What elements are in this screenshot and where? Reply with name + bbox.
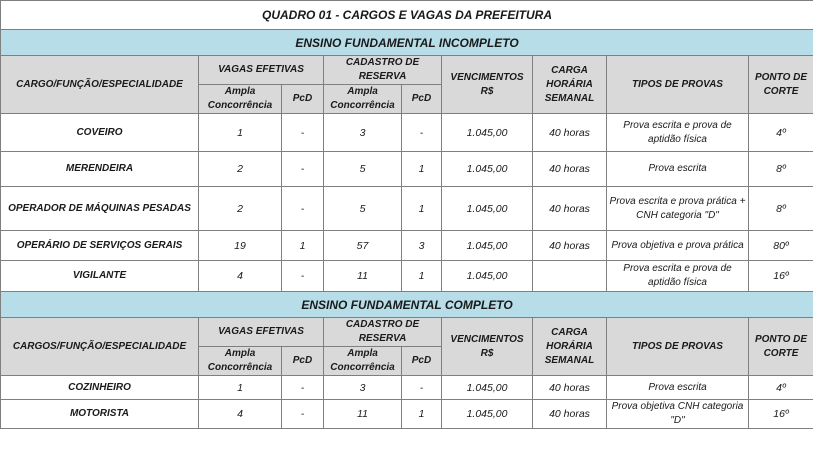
cr-ampla-cell: 11 bbox=[324, 400, 402, 429]
table-row bbox=[1, 187, 813, 231]
ve-pcd-cell: - bbox=[282, 376, 324, 400]
col-header-cr-pcd: PcD bbox=[402, 347, 442, 376]
cr-pcd-cell: - bbox=[402, 376, 442, 400]
cargo-cell: OPERADOR DE MÁQUINAS PESADAS bbox=[1, 187, 199, 231]
col-header-ve-ampla: Ampla Concorrência bbox=[199, 347, 282, 376]
col-header-tipos-provas: TIPOS DE PROVAS bbox=[607, 318, 749, 376]
col-header-ve-pcd: PcD bbox=[282, 347, 324, 376]
ve-pcd-cell: - bbox=[282, 114, 324, 152]
vencimento-cell: 1.045,00 bbox=[442, 114, 533, 152]
vencimento-cell: 1.045,00 bbox=[442, 261, 533, 292]
corte-cell: 8º bbox=[749, 187, 813, 231]
ve-ampla-cell: 2 bbox=[199, 187, 282, 231]
col-header-ponto-corte: PONTO DE CORTE bbox=[749, 56, 813, 114]
carga-cell bbox=[533, 261, 607, 292]
vencimento-cell: 1.045,00 bbox=[442, 187, 533, 231]
provas-cell: Prova escrita e prova de aptidão física bbox=[607, 261, 749, 292]
col-header-ponto-corte: PONTO DE CORTE bbox=[749, 318, 813, 376]
cargo-cell: VIGILANTE bbox=[1, 261, 199, 292]
corte-cell: 16º bbox=[749, 261, 813, 292]
section-title: ENSINO FUNDAMENTAL COMPLETO bbox=[1, 292, 813, 318]
ve-pcd-cell: - bbox=[282, 400, 324, 429]
section-title: ENSINO FUNDAMENTAL INCOMPLETO bbox=[1, 30, 813, 56]
col-header-cr-pcd: PcD bbox=[402, 85, 442, 114]
cr-pcd-cell: - bbox=[402, 114, 442, 152]
col-header-vagas-efetivas: VAGAS EFETIVAS bbox=[199, 56, 324, 85]
corte-cell: 16º bbox=[749, 400, 813, 429]
vencimento-cell: 1.045,00 bbox=[442, 152, 533, 187]
cargo-cell: OPERÁRIO DE SERVIÇOS GERAIS bbox=[1, 231, 199, 261]
corte-cell: 4º bbox=[749, 114, 813, 152]
carga-cell: 40 horas bbox=[533, 376, 607, 400]
provas-cell: Prova escrita e prova prática + CNH categoria "D" bbox=[607, 187, 749, 231]
cargo-cell: COVEIRO bbox=[1, 114, 199, 152]
carga-cell: 40 horas bbox=[533, 187, 607, 231]
provas-cell: Prova escrita bbox=[607, 376, 749, 400]
provas-cell: Prova escrita bbox=[607, 152, 749, 187]
col-header-cargo: CARGO/FUNÇÃO/ESPECIALIDADE bbox=[1, 56, 199, 114]
col-header-cargo: CARGOS/FUNÇÃO/ESPECIALIDADE bbox=[1, 318, 199, 376]
ve-pcd-cell: 1 bbox=[282, 231, 324, 261]
corte-cell: 8º bbox=[749, 152, 813, 187]
provas-cell: Prova objetiva CNH categoria "D" bbox=[607, 400, 749, 429]
vencimento-cell: 1.045,00 bbox=[442, 376, 533, 400]
cr-pcd-cell: 1 bbox=[402, 261, 442, 292]
col-header-vencimentos: VENCIMENTOS R$ bbox=[442, 318, 533, 376]
cr-pcd-cell: 1 bbox=[402, 400, 442, 429]
corte-cell: 4º bbox=[749, 376, 813, 400]
cargo-cell: MOTORISTA bbox=[1, 400, 199, 429]
cr-ampla-cell: 3 bbox=[324, 114, 402, 152]
ve-ampla-cell: 1 bbox=[199, 376, 282, 400]
cr-pcd-cell: 1 bbox=[402, 187, 442, 231]
col-header-ve-ampla: Ampla Concorrência bbox=[199, 85, 282, 114]
ve-ampla-cell: 2 bbox=[199, 152, 282, 187]
cr-pcd-cell: 3 bbox=[402, 231, 442, 261]
col-header-cadastro-reserva: CADASTRO DE RESERVA bbox=[324, 56, 442, 85]
cr-ampla-cell: 3 bbox=[324, 376, 402, 400]
cargo-cell: MERENDEIRA bbox=[1, 152, 199, 187]
carga-cell: 40 horas bbox=[533, 400, 607, 429]
provas-cell: Prova escrita e prova de aptidão física bbox=[607, 114, 749, 152]
col-header-tipos-provas: TIPOS DE PROVAS bbox=[607, 56, 749, 114]
provas-cell: Prova objetiva e prova prática bbox=[607, 231, 749, 261]
ve-ampla-cell: 19 bbox=[199, 231, 282, 261]
table-row bbox=[1, 400, 813, 429]
cargo-cell: COZINHEIRO bbox=[1, 376, 199, 400]
cr-pcd-cell: 1 bbox=[402, 152, 442, 187]
table-row bbox=[1, 114, 813, 152]
table-row bbox=[1, 376, 813, 400]
vencimento-cell: 1.045,00 bbox=[442, 231, 533, 261]
ve-ampla-cell: 1 bbox=[199, 114, 282, 152]
carga-cell: 40 horas bbox=[533, 114, 607, 152]
carga-cell: 40 horas bbox=[533, 152, 607, 187]
col-header-cr-ampla: Ampla Concorrência bbox=[324, 85, 402, 114]
col-header-vagas-efetivas: VAGAS EFETIVAS bbox=[199, 318, 324, 347]
cr-ampla-cell: 5 bbox=[324, 152, 402, 187]
col-header-vencimentos: VENCIMENTOS R$ bbox=[442, 56, 533, 114]
table-title: QUADRO 01 - CARGOS E VAGAS DA PREFEITURA bbox=[1, 1, 813, 30]
table-row bbox=[1, 231, 813, 261]
ve-ampla-cell: 4 bbox=[199, 261, 282, 292]
cr-ampla-cell: 11 bbox=[324, 261, 402, 292]
ve-pcd-cell: - bbox=[282, 152, 324, 187]
col-header-cadastro-reserva: CADASTRO DE RESERVA bbox=[324, 318, 442, 347]
vencimento-cell: 1.045,00 bbox=[442, 400, 533, 429]
col-header-carga-horaria: CARGA HORÁRIA SEMANAL bbox=[533, 318, 607, 376]
cr-ampla-cell: 5 bbox=[324, 187, 402, 231]
ve-pcd-cell: - bbox=[282, 187, 324, 231]
ve-pcd-cell: - bbox=[282, 261, 324, 292]
col-header-carga-horaria: CARGA HORÁRIA SEMANAL bbox=[533, 56, 607, 114]
table-row bbox=[1, 152, 813, 187]
table-row bbox=[1, 261, 813, 292]
corte-cell: 80º bbox=[749, 231, 813, 261]
carga-cell: 40 horas bbox=[533, 231, 607, 261]
ve-ampla-cell: 4 bbox=[199, 400, 282, 429]
cr-ampla-cell: 57 bbox=[324, 231, 402, 261]
col-header-ve-pcd: PcD bbox=[282, 85, 324, 114]
col-header-cr-ampla: Ampla Concorrência bbox=[324, 347, 402, 376]
